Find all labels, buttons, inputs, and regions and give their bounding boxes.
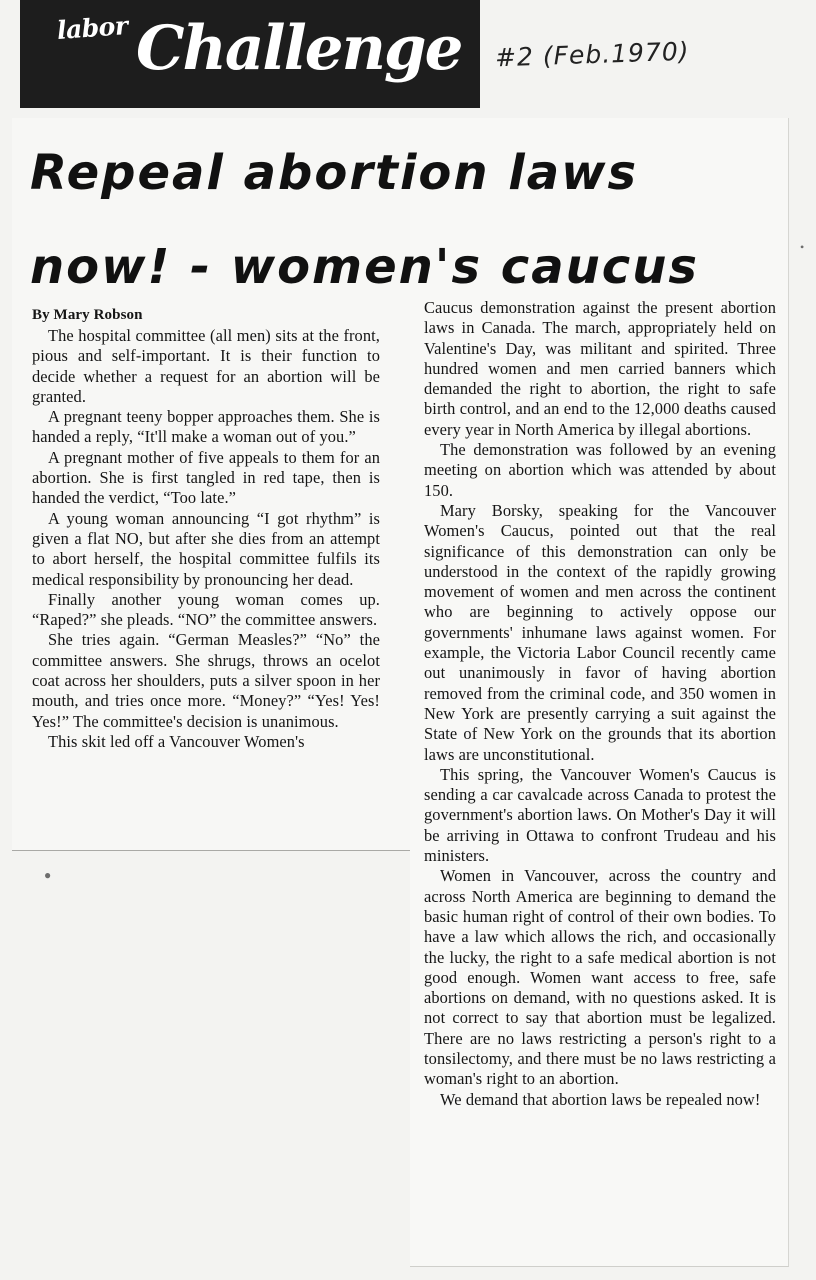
article-column-right bbox=[424, 298, 776, 1110]
masthead-logo bbox=[20, 0, 480, 108]
paragraph: The hospital committee (all men) sits at the front, pious and self-important. It is their function to decide whether a request for an abortion will be granted. bbox=[32, 326, 380, 406]
paragraph: A pregnant mother of five appeals to them for an abortion. She is first tangled in red tape, then is handed the verdict, “Too late.” bbox=[32, 447, 380, 508]
paragraph: This skit led off a Vancouver Women's bbox=[48, 731, 305, 751]
paragraph: A young woman announcing “I got rhythm” is given a flat NO, but after she dies from an attempt to abort herself, the hospital committee fulfils its medical responsibility by pronouncing her dead. bbox=[32, 508, 380, 589]
handwritten-issue-note: #2 (Feb.1970) bbox=[494, 36, 690, 73]
scan-speck: • bbox=[800, 240, 805, 254]
headline-line-2: now! - women's caucus bbox=[30, 239, 699, 295]
paragraph: Women in Vancouver, across the country and across North America are beginning to demand the basic human right of control of their own bodies. To have a law which allows the rich, and occasionally the lucky, the right to a safe medical abortion is not good enough. Women want access to free, safe abortions on demand, with no questions asked. It is not correct to say that abortion must be legalized. There are no laws restricting a person's right to a tonsilectomy, and there must be no laws restricting a woman's right to an abortion. bbox=[424, 866, 776, 1089]
masthead-title: Challenge bbox=[136, 13, 462, 84]
paragraph: This spring, the Vancouver Women's Caucus is sending a car cavalcade across Canada to protest the government's abortion laws. On Mother's Day it will be arriving in Ottawa to confront Trudeau and his ministers. bbox=[424, 764, 776, 866]
scan-speck: ● bbox=[44, 868, 52, 882]
paragraph: We demand that abortion laws be repealed now! bbox=[440, 1089, 761, 1109]
paragraph: Caucus demonstration against the present abortion laws in Canada. The march, appropriately held on Valentine's Day, was militant and spirited. Three hundred women and men carried banners which demanded the right to abortion, the right to safe birth control, and an end to the 12,000 deaths caused every year in North America by illegal abortions. bbox=[424, 298, 776, 439]
byline: By Mary Robson bbox=[32, 307, 143, 323]
paragraph: Mary Borsky, speaking for the Vancouver Women's Caucus, pointed out that the real significance of this demonstration can only be understood in the context of the rapidly growing movement of women and men across the continent who are beginning to actively oppose our governments' inhumane laws against women. For example, the Victoria Labor Council recently came out unanimously in favor of having abortion removed from the criminal code, and 350 women in New York are presently carrying a suit against the State of New York on the grounds that its abortion laws are unconstitutional. bbox=[424, 500, 776, 764]
masthead-sub-label: labor bbox=[56, 11, 129, 45]
headline-line-1: Repeal abortion laws bbox=[30, 145, 639, 201]
paragraph: She tries again. “German Measles?” “No” the committee answers. She shrugs, throws an ocelot coat across her shoulders, puts a silver spoon in her mouth, and tries once more. “Money?” “Yes! Yes! Yes!” The committee's decision is unanimous. bbox=[32, 630, 380, 731]
article-headline bbox=[30, 126, 800, 314]
paragraph: A pregnant teeny bopper approaches them. She is handed a reply, “It'll make a woman out of you.” bbox=[32, 407, 380, 447]
article-column-left bbox=[32, 305, 380, 752]
paragraph: Finally another young woman comes up. “Raped?” she pleads. “NO” the committee answers. bbox=[32, 589, 380, 630]
paragraph: The demonstration was followed by an evening meeting on abortion which was attended by about 150. bbox=[424, 440, 776, 500]
